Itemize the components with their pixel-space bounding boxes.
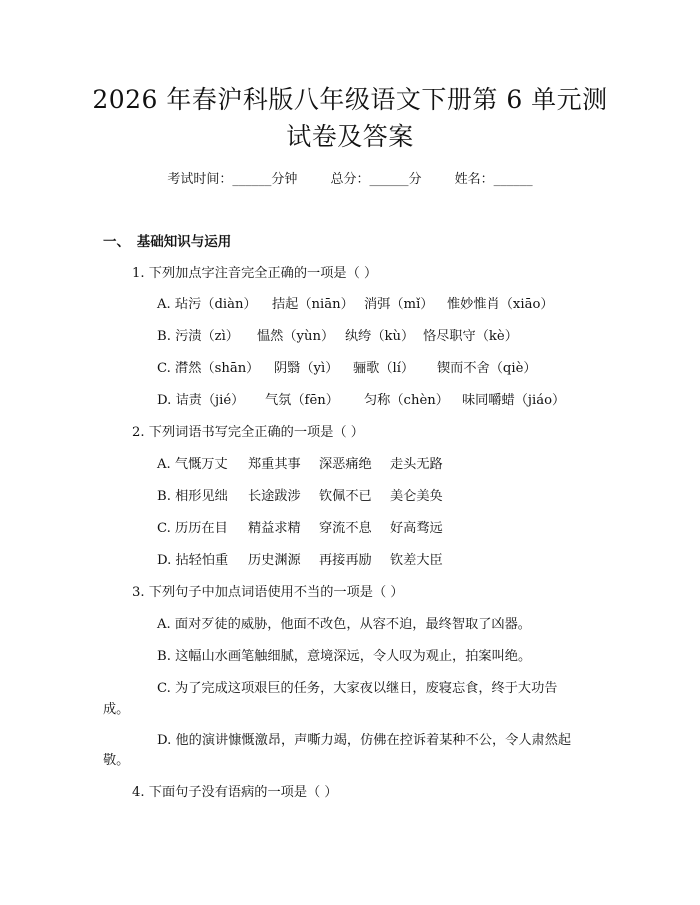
question-4: 4. 下面句子没有语病的一项是（ ）: [132, 785, 338, 800]
question-3: 3. 下列句子中加点词语使用不当的一项是（ ）: [132, 585, 404, 600]
option-line: C. 为了完成这项艰巨的任务，大家夜以继日，废寝忘食，终于大功告: [157, 681, 558, 696]
option-item: 消弭（mǐ）: [364, 297, 434, 312]
page-title-line1: 2026 年春沪科版八年级语文下册第 6 单元测: [92, 85, 608, 114]
question-1: 1. 下列加点字注音完全正确的一项是（ ）: [132, 266, 378, 281]
option-item: 惟妙惟肖（xiāo）: [447, 297, 554, 312]
option-item: 阴翳（yì）: [274, 361, 339, 376]
option-item: 深恶痛绝: [319, 457, 372, 472]
option-row: [157, 357, 537, 376]
option-item: 气氛（fēn）: [265, 393, 339, 408]
student-name: 姓名：______: [454, 172, 533, 187]
option-row: [157, 517, 443, 536]
option-item: 郑重其事: [248, 457, 301, 472]
option-row: [157, 453, 443, 472]
page-title-line2: 试卷及答案: [286, 122, 414, 151]
option-item: 拮起（niān）: [272, 297, 354, 312]
option-item: 穿流不息: [319, 521, 372, 536]
option-item: 愠然（yùn）: [257, 329, 335, 344]
option-item: 锲而不舍（qiè）: [437, 361, 537, 376]
option-row: [157, 485, 443, 504]
option-item: 恪尽职守（kè）: [423, 329, 518, 344]
option-item: C. 历历在目: [157, 521, 228, 536]
question-2: 2. 下列词语书写完全正确的一项是（ ）: [132, 425, 364, 440]
option-row: [157, 389, 565, 408]
option-item: 再接再励: [319, 553, 372, 568]
option-item: 走头无路: [390, 457, 443, 472]
option-item: D. 拈轻怕重: [157, 553, 229, 568]
option-item: 匀称（chèn）: [364, 393, 449, 408]
option-item: 历史渊源: [248, 553, 301, 568]
option-item: 钦佩不已: [319, 489, 372, 504]
option-row: [157, 325, 518, 344]
total-score: 总分：______分: [330, 172, 422, 187]
option-item: 骊歌（lí）: [353, 361, 415, 376]
option-item: B. 污渍（zì）: [157, 329, 239, 344]
option-item: 长途跋涉: [248, 489, 301, 504]
option-row: [157, 549, 443, 568]
option-row: [157, 293, 554, 312]
option-item: D. 诘责（jié）: [157, 393, 245, 408]
exam-meta: [0, 168, 700, 187]
exam-time: 考试时间：______分钟: [167, 172, 298, 187]
option-line: B. 这幅山水画笔触细腻，意境深远，令人叹为观止，拍案叫绝。: [157, 649, 532, 664]
option-item: 精益求精: [248, 521, 301, 536]
option-item: B. 相形见绌: [157, 489, 228, 504]
option-item: 味同嚼蜡（jiáo）: [462, 393, 566, 408]
option-line-continued: 敬。: [103, 753, 130, 768]
option-item: 钦差大臣: [390, 553, 443, 568]
option-item: 好高骛远: [390, 521, 443, 536]
option-line: A. 面对歹徒的威胁，他面不改色，从容不迫，最终智取了凶器。: [157, 617, 531, 632]
option-item: A. 气慨万丈: [157, 457, 228, 472]
option-item: C. 潸然（shān）: [157, 361, 260, 376]
option-line: D. 他的演讲慷慨激昂，声嘶力竭，仿佛在控诉着某种不公，令人肃然起: [157, 733, 572, 748]
option-line-continued: 成。: [103, 702, 130, 717]
option-item: 美仑美奂: [390, 489, 443, 504]
section-heading: 一、 基础知识与运用: [103, 234, 232, 250]
option-item: A. 玷污（diàn）: [157, 297, 257, 312]
option-item: 纨绔（kù）: [345, 329, 415, 344]
